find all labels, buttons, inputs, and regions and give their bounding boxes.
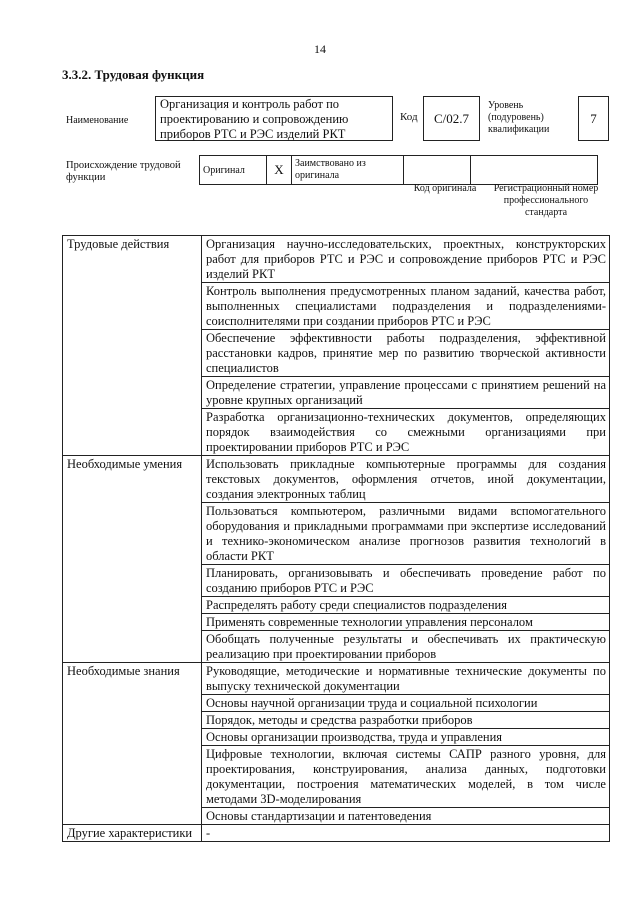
table-row	[63, 663, 610, 695]
level-label: Уровень (подуровень) квалификации	[488, 100, 550, 135]
required-skills-item: Планировать, организовывать и обеспечивать проведение работ по созданию приборов РТС и РЭС	[202, 565, 610, 597]
function-table	[62, 235, 610, 842]
origin-label: Происхождение трудовой функции	[66, 160, 181, 183]
required-knowledge-item: Руководящие, методические и нормативные технические документы по выпуску технической документации	[202, 663, 610, 695]
required-skills-label: Необходимые умения	[63, 456, 202, 663]
origin-code-cell	[404, 156, 471, 185]
required-skills-item: Применять современные технологии управления персоналом	[202, 614, 610, 631]
origin-table	[199, 155, 598, 185]
reg-number-cell	[471, 156, 598, 185]
labor-actions-item: Организация научно-исследовательских, проектных, конструкторских работ для приборов РТС и РЭС и сопровождение приборов РТС и РЭС изделий РКТ	[202, 236, 610, 283]
table-row	[63, 825, 610, 842]
table-row	[63, 456, 610, 503]
required-skills-item: Использовать прикладные компьютерные программы для создания текстовых документов, оформления отчетов, иной документации, создания электронных таблиц	[202, 456, 610, 503]
qualification-level: 7	[578, 96, 609, 141]
section-title: 3.3.2. Трудовая функция	[62, 67, 205, 82]
code-caption: Код оригинала	[413, 183, 477, 194]
labor-actions-item: Определение стратегии, управление процессами с принятием решений на уровне крупных организаций	[202, 377, 610, 409]
borrowed-label: Заимствовано из оригинала	[292, 156, 404, 185]
required-knowledge-item: Основы стандартизации и патентоведения	[202, 808, 610, 825]
original-label: Оригинал	[200, 156, 267, 185]
required-skills-item: Пользоваться компьютером, различными видами вспомогательного оборудования и прикладными программами при экспертизе исследований и технико-экономическом анализе прогнозов развития технологий в области РКТ	[202, 503, 610, 565]
required-knowledge-item: Основы организации производства, труда и управления	[202, 729, 610, 746]
labor-actions-item: Разработка организационно-технических документов, определяющих порядок взаимодействия со смежными организациями при проектировании приборов РТС и РЭС	[202, 409, 610, 456]
required-knowledge-item: Основы научной организации труда и социальной психологии	[202, 695, 610, 712]
other-characteristics-item: -	[202, 825, 610, 842]
name-label: Наименование	[66, 115, 129, 126]
table-row	[63, 236, 610, 283]
page-number: 14	[314, 42, 326, 56]
required-skills-item: Обобщать полученные результаты и обеспечивать их практическую реализацию при проектировании приборов	[202, 631, 610, 663]
labor-actions-item: Контроль выполнения предусмотренных планом заданий, качества работ, выполненных специалистами подразделения и подразделениями-соисполнителями при создании приборов РТС и РЭС	[202, 283, 610, 330]
labor-actions-label: Трудовые действия	[63, 236, 202, 456]
required-skills-item: Распределять работу среди специалистов подразделения	[202, 597, 610, 614]
reg-caption: Регистрационный номер профессионального стандарта	[493, 183, 599, 218]
function-name: Организация и контроль работ по проектированию и сопровождению приборов РТС и РЭС изделий РКТ	[155, 96, 393, 141]
required-knowledge-item: Порядок, методы и средства разработки приборов	[202, 712, 610, 729]
required-knowledge-label: Необходимые знания	[63, 663, 202, 825]
code-label: Код	[400, 111, 418, 123]
function-code: С/02.7	[423, 96, 480, 141]
other-characteristics-label: Другие характеристики	[63, 825, 202, 842]
labor-actions-item: Обеспечение эффективности работы подразделения, эффективной расстановки кадров, принятие мер по развитию творческой активности специалистов	[202, 330, 610, 377]
required-knowledge-item: Цифровые технологии, включая системы САПР разного уровня, для проектирования, конструирования, анализа данных, подготовки документации, построения математических моделей, в том числе методами 3D-моделирования	[202, 746, 610, 808]
original-mark: X	[267, 156, 292, 185]
